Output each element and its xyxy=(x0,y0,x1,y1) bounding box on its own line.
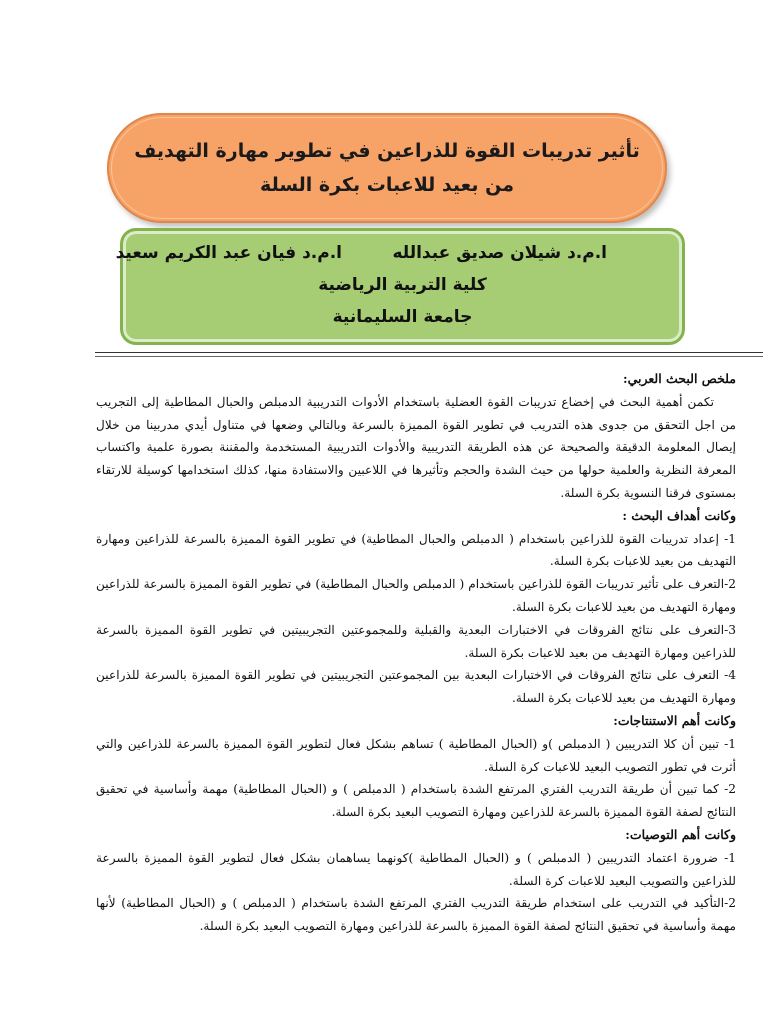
conclusions-heading: وكانت أهم الاستنتاجات: xyxy=(613,712,736,728)
objective-item: 3-التعرف على نتائج الفروقات في الاختبارات البعدية والقبلية وللمجموعتين التجريبيتين في تطوير القوة المميزة بالسرعة للذراعين ومهارة التهديف من بعيد للاعبات بكرة السلة. xyxy=(96,622,736,660)
paper-title-line-1: تأثير تدريبات القوة للذراعين في تطوير مهارة التهديف xyxy=(134,140,640,162)
abstract-heading: ملخص البحث العربي: xyxy=(622,371,736,386)
college-name: كلية التربية الرياضية xyxy=(318,275,487,295)
author-1: ا.م.د شيلان صديق عبدالله xyxy=(392,243,607,263)
title-banner xyxy=(107,113,667,223)
objectives-heading: وكانت أهداف البحث : xyxy=(622,507,736,523)
paper-title-line-2: من بعيد للاعبات بكرة السلة xyxy=(260,174,514,196)
recommendation-item: 2-التأكيد في التدريب على استخدام طريقة التدريب الفتري المرتفع الشدة باستخدام ( الدمبلص ) و (الحبال المطاطية) لأنها مهمة وأساسية في تحقيق النتائج لصفة القوة المميزة بالسرعة للذراعين ومهارة التصويب البعيد بكرة السلة. xyxy=(96,896,736,934)
author-banner xyxy=(115,228,685,345)
objective-item: 1- إعداد تدريبات القوة للذراعين باستخدام ( الدمبلص والحبال المطاطية) في تطوير القوة المميزة بالسرعة للذراعين ومهارة التهديف من بعيد للاعبات بكرة السلة. xyxy=(96,531,736,569)
separator-line xyxy=(95,352,763,353)
separator-line-thin xyxy=(95,356,763,357)
abstract-body xyxy=(96,368,768,938)
university-name: جامعة السليمانية xyxy=(332,307,473,327)
recommendation-item: 1- ضرورة اعتماد التدريبين ( الدمبلص ) و (الحبال المطاطية )كونهما يساهمان بشكل فعال لتطوير القوة المميزة بالسرعة للذراعين والتصويب البعيد للاعبات كرة السلة. xyxy=(96,850,736,888)
conclusion-item: 1- تبين أن كلا التدريبين ( الدمبلص )و (الحبال المطاطية ) تساهم بشكل فعال لتطوير القوة المميزة بالسرعة للذراعين والتي أثرت في تطور التصويب البعيد للاعبات كرة السلة. xyxy=(96,736,736,774)
recommendations-heading: وكانت أهم التوصيات: xyxy=(625,826,736,842)
objective-item: 4- التعرف على نتائج الفروقات في الاختبارات البعدية بين المجموعتين التجريبيتين في تطوير القوة المميزة بالسرعة للذراعين ومهارة التهديف من بعيد للاعبات بكرة السلة. xyxy=(96,668,736,706)
conclusion-item: 2- كما تبين أن طريقة التدريب الفتري المرتفع الشدة باستخدام ( الدمبلص ) و (الحبال المطاطية) مهمة وأساسية في تحقيق النتائج لصفة القوة المميزة بالسرعة للذراعين ومهارة التصويب البعيد بكرة السلة. xyxy=(96,782,736,820)
author-2: ا.م.د فيان عبد الكريم سعيد xyxy=(115,243,342,263)
objective-item: 2-التعرف على تأثير تدريبات القوة للذراعين باستخدام ( الدمبلص والحبال المطاطية) في تطوير القوة المميزة بالسرعة للذراعين ومهارة التهديف من بعيد للاعبات بكرة السلة. xyxy=(96,577,736,614)
abstract-text: تكمن أهمية البحث في إخضاع تدريبات القوة العضلية باستخدام الأدوات التدريبية الدمبلص والحبال المطاطية إلى التجريب من اجل التحقق من جدوى هذه التدريب في تطوير القوة المميزة بالسرعة وبالتالي وضعها في متناول أيدي مدربينا من خلال إيصال المعلومة الدقيقة والصحيحة عن هذه الطريقة التدريبية والأدوات التدريبية المستخدمة والمقننة بصورة علمية واكتساب المعرفة النظرية والعلمية حولها من حيث الشدة والحجم وتأثيرها في اللاعبين والاستفادة منها، كذلك استخدامها كوسيلة للارتقاء بمستوى فرقنا النسوية بكرة السلة. xyxy=(96,394,736,500)
author-row xyxy=(115,243,682,271)
